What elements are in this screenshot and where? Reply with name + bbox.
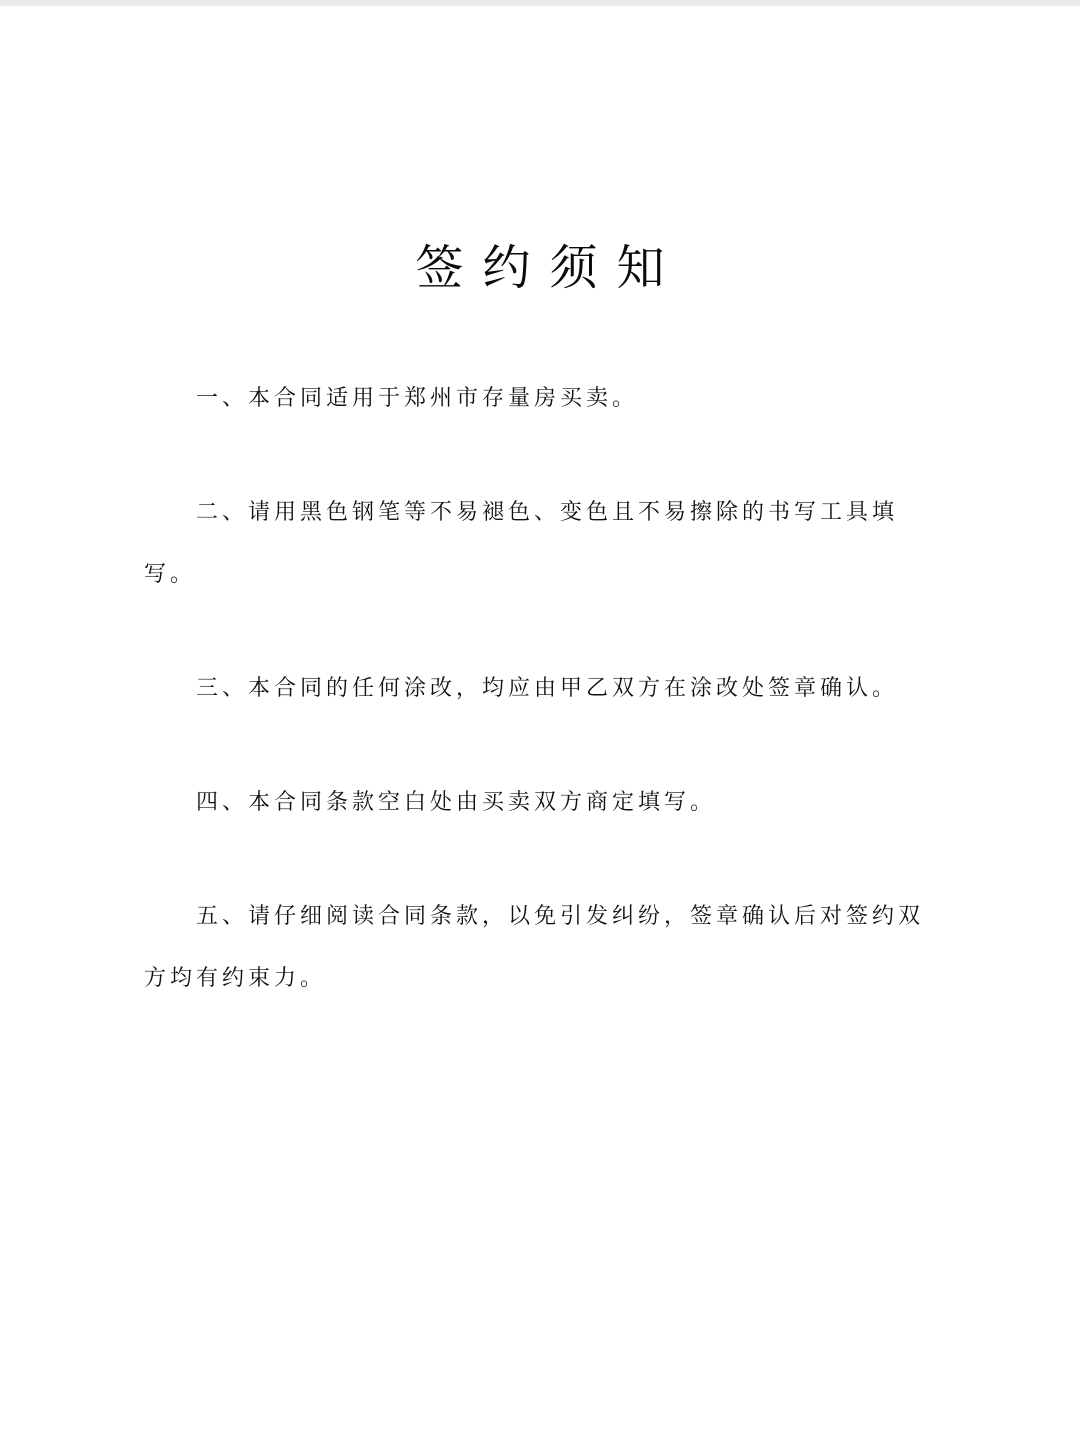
- notice-item-1: 一、本合同适用于郑州市存量房买卖。: [196, 386, 639, 411]
- notice-list: [144, 368, 944, 1010]
- document-page: [0, 6, 1080, 1440]
- notice-item-3: 三、本合同的任何涂改，均应由甲乙双方在涂改处签章确认。: [196, 676, 899, 701]
- notice-item-2: 二、请用黑色钢笔等不易褪色、变色且不易擦除的书写工具填写。: [144, 500, 899, 587]
- notice-item-5: 五、请仔细阅读合同条款，以免引发纠纷，签章确认后对签约双方均有约束力。: [144, 904, 925, 991]
- document-title: 签约须知: [415, 240, 684, 297]
- notice-item-4: 四、本合同条款空白处由买卖双方商定填写。: [196, 790, 717, 815]
